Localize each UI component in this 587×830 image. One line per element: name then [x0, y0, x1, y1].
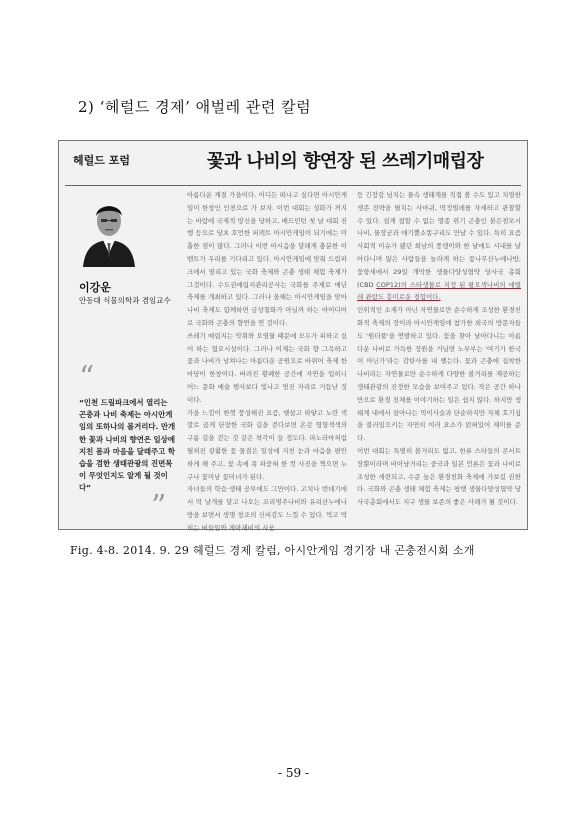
figure-caption: Fig. 4-8. 2014. 9. 29 헤럴드 경제 칼럼, 아시안게임 경기장 내 곤충전시회 소개	[70, 544, 475, 557]
open-quote-icon: “	[79, 360, 95, 395]
pull-quote: “인천 드림파크에서 열리는 곤충과 나비 축제는 아시안게임의 또하나의 볼거리다. 만개한 꽃과 나비의 향연은 일상에 지친 몸과 마음을 달래주고 학습을 겸한 생태관광의 진면목이 무엇인지도 알게 될 것이다”	[79, 398, 176, 493]
author-photo	[77, 193, 141, 267]
close-quote-icon: ”	[151, 489, 167, 524]
page-number: - 59 -	[277, 766, 309, 780]
article-column-2	[357, 189, 521, 509]
article-paragraph: 인위적인 소재가 아닌 자연물로만 순수하게 조성한 환경친화적 축제의 장이라 아시안게임에 참가한 외국의 방문자들도 '원더풀'을 연발하고 있다. 꽃을 찾아 날아다니는 아름다운 나비로 가득한 정원을 거닐면 노부부는 '여기가 한국이 아닌가'라는 감탄사를 내 뱉는다. 꽃과 곤충에 집착한 나비라는 자연물로만 순수하게 다양한 볼거리를 제공하는 생태관광의 진정한 모습을 보여주고 있다. 작은 공간 하나만으로 환경 전체를 이야기하는 일은 쉽지 않다. 하지만 생태계 내에서 살아나는 먹이사슬과 단순하지만 자체 호기심을 불러일으키는 자연의 여러 요소가 얽혀있어 재미를 준다.	[357, 306, 521, 443]
newspaper-clipping	[58, 140, 528, 530]
underlined-text: COP12)의 스타생물로 지정 된 왕오색나비의 애벌레 관람도 흥미로운 경험이다.	[357, 280, 521, 302]
section-heading: 2) ‘헤럴드 경제’ 애벌레 관련 칼럼	[78, 98, 312, 116]
author-name: 이강운	[79, 281, 111, 294]
header-divider	[65, 185, 521, 186]
article-paragraph: 가을 느낌이 한껏 풍성해진 요즘, 햇살고 하얗고 노란 색깔로 곱게 단장한 국화 길을 걷다보면 온갖 형형색색의 구름 길을 걷는 것 같은 착각이 들 정도다. 파노라마처럼 펼쳐진 광활한 꽃 물결은 일상에 지친 눈과 마음을 편안하게 해 주고, 꽃 속에 푹 파묻혀 한 컷 사진을 찍으면 누구나 꽃미남 꽃미녀가 된다.	[187, 408, 347, 481]
article-column-1	[187, 189, 347, 535]
article-paragraph: 자녀들의 학습·생태 공부에도 그만이다. 고치나 번데기에서 막 날개를 달고 나오는 꼬리명주나비와 유리산누에나방을 보면서 생명 창조의 신비감도 느낄 수 있다. 먹고 먹히는 버들잎와 게아재비의 사움	[187, 485, 347, 532]
author-title: 안동대 식물의학과 겸임교수	[79, 296, 171, 305]
article-paragraph	[357, 189, 521, 304]
article-paragraph: 이번 대회는 특별히 볼거리도 없고, 한류 스타들의 콘서트장뿐이라며 비아냥거리는 중국과 일본 언론은 꽃과 나비로 조성한 세련되고, 수준 높은 환경친화 축제에 가보길 권한다. 국화와 곤충 생태 체험 축제는 평행 생물다양성협약 당사국총회에서도 지구 생물 보존의 좋은 사례가 될 것이다.	[357, 446, 521, 507]
article-paragraph: 쓰레기 매립지는 악취와 오염물 때문에 모두가 피하고 싶어 하는 혐오시설이다. 그러나 이제는 국화 향 그윽하고 꽃과 나비가 넘쳐나는 아름다운 공원으로 바뀌어 축제 한마당이 한창이다. 버려진 황폐한 공간에 자연을 입히니 어느 문화 예술 행사보다 빛나고 멋진 자리로 거듭난 것이다.	[187, 331, 347, 404]
article-text: 등 긴장감 넘치는 물속 생태계를 직접 볼 수도 있고 치열한 생존 전략을 펼치는 사마귀, 딱정벌레를 자세하고 관찰할 수 있다. 쉽게 접할 수 없는 멸종 위기 곤충인 붉은점모시나비, 물장군과 애기뿔소똥구리도 만날 수 있다. 특히 요즘 사회적 이슈가 됐던 희남의 풍뎅이와 한 날에도 시내를 날아다니며 많은 사람들을 놀라게 하는 꽃나무산누에나방, 꽃항세에서 29일 개막한 생물다양성협약 당사국 총회(CBD	[357, 191, 521, 289]
article-paragraph: 아름다운 계절 가을이다. 어디든 떠나고 싶다면 아시안게임이 한창인 인천으로 가 보자. 이번 대회는 성화가 꺼지는 바람에 국제적 망신을 당하고, 배드민턴 첫 날 대회 진행 등으로 당초 호언한 퍼펙트 아시안게임이 되기에는 미흡한 점이 많다. 그러나 이번 아시음을 달래게 충분한 이벤트가 우리를 기다리고 있다. 아시안게임에 맞춰 드림파크에서 열리고 있는 국화 축제와 곤충 생태 체험 축제가 그것이다. 수도권매립지관리공사는 국화를 주제로 매년 축제를 개최하고 있다. 그러나 올해는 아시안게임을 맞아 나비 축제도 함께하면 금상첨화가 아닐까 하는 아이디어로 국화와 곤충의 향연을 연 것이다.	[187, 191, 347, 327]
forum-label: 헤럴드 포럼	[73, 154, 130, 167]
column-headline: 꽃과 나비의 향연장 된 쓰레기매립장	[207, 151, 484, 172]
author-sidebar	[65, 189, 177, 525]
